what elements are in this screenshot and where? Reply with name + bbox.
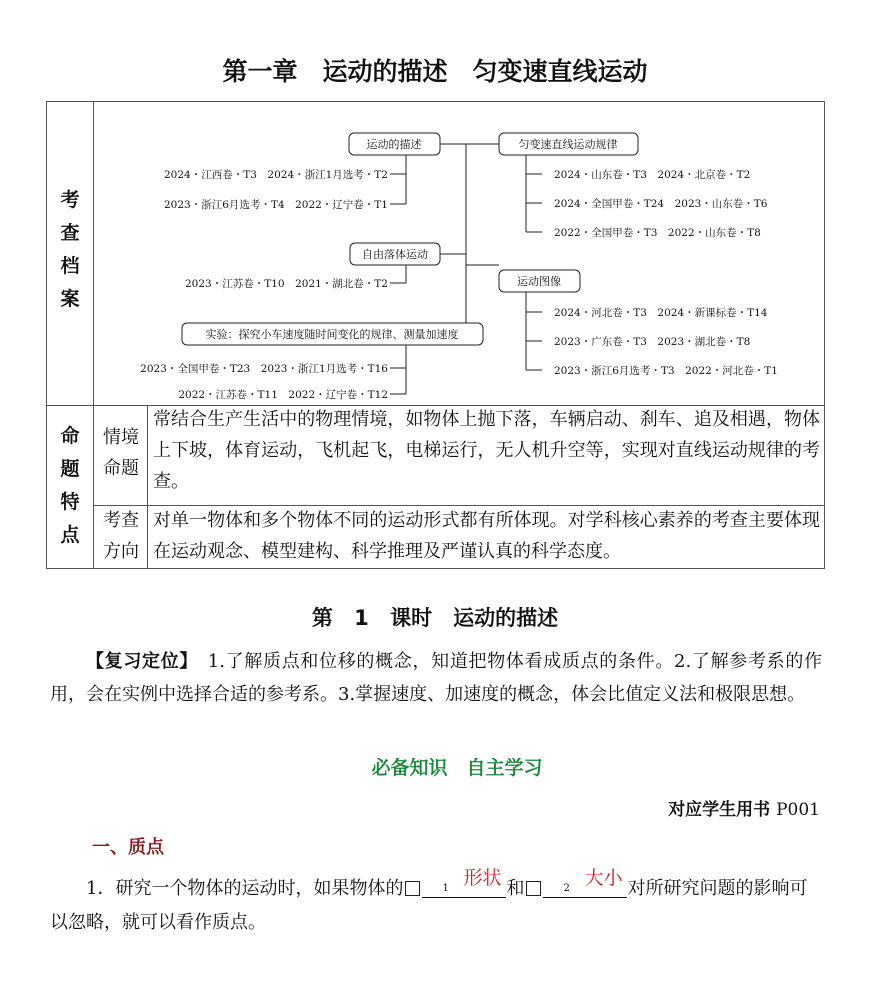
subsection-heading: 一、质点 [92,837,164,858]
ref-line: 2024・全国甲卷・T24 2023・山东卷・T6 [554,198,768,210]
blank-number: 2 [526,881,541,896]
blank-number: 1 [405,881,420,896]
reference-page: P001 [776,800,820,820]
item-1-mid: 和 [506,878,525,899]
section-heading: 必备知识 自主学习 [371,757,543,779]
direction-label: 考查 方向 [103,510,139,562]
sub-column-divider [147,405,148,568]
scenario-text: 常结合生产生活中的物理情境，如物体上抛下落，车辆启动、刹车、追及相遇，物体上下坡，体育运动，飞机起飞，电梯运行，无人机升空等，实现对直线运动规律的考查。 [153,409,820,492]
ref-line: 2023・浙江6月选考・T4 2022・辽宁卷・T1 [164,199,388,211]
scenario-label: 情境 命题 [103,427,139,479]
node-graph: 运动图像 [517,275,561,288]
ref-line: 2023・浙江6月选考・T3 2022・河北卷・T1 [554,365,778,377]
ref-line: 2023・江苏卷・T10 2021・湖北卷・T2 [185,278,388,290]
item-1 [50,867,822,940]
item-1-prefix: 1．研究一个物体的运动时，如果物体的 [86,878,404,899]
blank-answer: 大小 [584,867,623,889]
fill-blank [543,867,627,898]
review-paragraph [50,645,822,711]
reference-note [668,795,820,820]
node-uniform: 匀变速直线运动规律 [518,138,618,151]
question-features-label: 命 题 特 点 [60,425,80,546]
review-text: 1.了解质点和位移的概念，知道把物体看成质点的条件。2.了解参考系的作用，会在实例中选择合适的参考系。3.掌握速度、加速度的概念，体会比值定义法和极限思想。 [50,651,822,705]
lesson-title: 第 1 课时 运动的描述 [311,606,559,630]
exam-table [46,101,825,569]
item-1-suffix: 对所研究问题的影响可以忽略，就可以看作质点。 [50,878,808,933]
node-describe: 运动的描述 [366,138,422,151]
ref-line: 2024・山东卷・T3 2024・北京卷・T2 [554,169,751,181]
ref-line: 2022・江苏卷・T11 2022・辽宁卷・T12 [178,389,388,401]
ref-line: 2022・全国甲卷・T3 2022・山东卷・T8 [554,227,761,239]
knowledge-mindmap [94,102,824,404]
node-freefall: 自由落体运动 [362,248,428,261]
ref-line: 2024・河北卷・T3 2024・新课标卷・T14 [554,307,768,319]
exam-archive-label: 考 查 档 案 [60,189,80,310]
blank-answer: 形状 [463,867,502,889]
fill-blank [422,867,506,898]
review-label: 【复习定位】 [86,651,190,672]
ref-line: 2023・全国甲卷・T23 2023・浙江1月选考・T16 [140,363,388,375]
chapter-title: 第一章 运动的描述 匀变速直线运动 [222,57,648,86]
ref-line: 2023・广东卷・T3 2023・湖北卷・T8 [554,336,751,348]
node-experiment: 实验：探究小车速度随时间变化的规律、测量加速度 [205,328,459,341]
ref-line: 2024・江西卷・T3 2024・浙江1月选考・T2 [164,169,388,181]
reference-label: 对应学生用书 [668,800,777,820]
direction-text: 对单一物体和多个物体不同的运动形式都有所体现。对学科核心素养的考查主要体现在运动观念、模型建构、科学推理及严谨认真的科学态度。 [153,510,820,562]
